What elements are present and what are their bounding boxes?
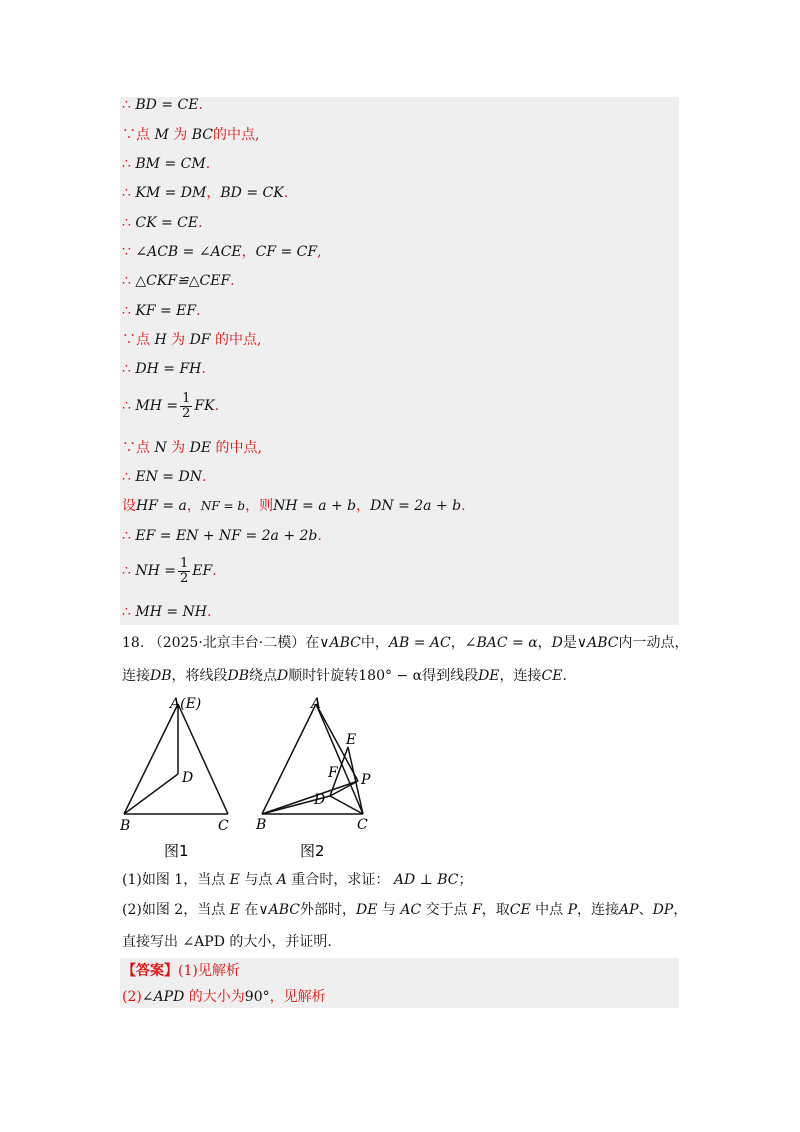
- question-line: 18. （2025·北京丰台·二模）在∨ABC中，AB = AC，∠BAC = α，D是∨ABC内一动点，: [122, 635, 689, 651]
- answer-line-1: 【答案】(1)见解析: [122, 963, 240, 979]
- solution-line: ∴ CK = CE.: [122, 215, 203, 231]
- solution-line: ∴ EN = DN.: [122, 469, 207, 485]
- fig2-caption: 图2: [300, 842, 325, 860]
- question-part-2: (2)如图 2，当点 E 在∨ABC外部时，DE 与 AC 交于点 F，取CE 中点 P，连接AP、DP，: [122, 902, 688, 918]
- fig2-label-C: C: [357, 817, 368, 833]
- solution-line: ∴ △CKF≌△CEF.: [122, 273, 235, 289]
- fig1-label-C: C: [218, 818, 229, 834]
- fraction-half: $\frac{1}{2}$: [180, 555, 189, 586]
- solution-line: ∴ BM = CM.: [122, 156, 211, 172]
- solution-line: ∵ ∠ACB = ∠ACE，CF = CF,: [122, 244, 322, 260]
- solution-line: ∴ NH = $\frac{1}{2}$ EF.: [122, 555, 217, 586]
- fig2-segment-dc: [330, 796, 363, 814]
- solution-line: ∴ MH = $\frac{1}{2}$ FK.: [122, 390, 220, 421]
- solution-line: ∵点 H 为 DF 的中点,: [122, 332, 262, 348]
- fig2-label-D: D: [314, 792, 326, 808]
- solution-line: ∵点 N 为 DE 的中点,: [122, 440, 262, 456]
- solution-line: ∴ EF = EN + NF = 2a + 2b.: [122, 528, 322, 544]
- question-part-1: (1)如图 1，当点 E 与点 A 重合时，求证： AD ⊥ BC；: [122, 872, 473, 888]
- answer-line-2: (2)∠APD 的大小为90°，见解析: [122, 989, 326, 1005]
- fig2-label-A: A: [311, 696, 322, 712]
- solution-line: 设HF = a，NF = b，则NH = a + b，DN = 2a + b.: [122, 498, 466, 514]
- fig1-label-A: A(E): [170, 696, 202, 712]
- fig1-label-B: B: [120, 818, 131, 834]
- figure-2: [250, 690, 390, 860]
- figure-1: [110, 690, 250, 860]
- fig1-label-D: D: [182, 770, 194, 786]
- question-line: 连接DB，将线段DB绕点D顺时针旋转180° − α得到线段DE，连接CE.: [122, 668, 567, 684]
- solution-line: ∴ KF = EF.: [122, 303, 201, 319]
- fig1-segment-bd: [124, 774, 178, 814]
- fraction-half: $\frac{1}{2}$: [182, 390, 191, 421]
- solution-line: ∴ DH = FH.: [122, 361, 206, 377]
- solution-line: ∴ MH = NH.: [122, 604, 212, 620]
- fig2-label-P: P: [361, 772, 371, 788]
- question-part-2-instruction: 直接写出 ∠APD 的大小，并证明.: [122, 934, 332, 950]
- solution-line: ∵点 M 为 BC的中点,: [122, 127, 260, 143]
- fig2-label-F: F: [328, 765, 338, 781]
- fig1-side-ab: [124, 704, 178, 814]
- solution-line: ∴ BD = CE.: [122, 97, 203, 113]
- fig1-caption: 图1: [164, 842, 189, 860]
- solution-line: ∴ KM = DM，BD = CK.: [122, 185, 289, 201]
- fig1-side-ac: [178, 704, 228, 814]
- fig2-label-B: B: [256, 817, 267, 833]
- fig2-label-E: E: [346, 732, 357, 748]
